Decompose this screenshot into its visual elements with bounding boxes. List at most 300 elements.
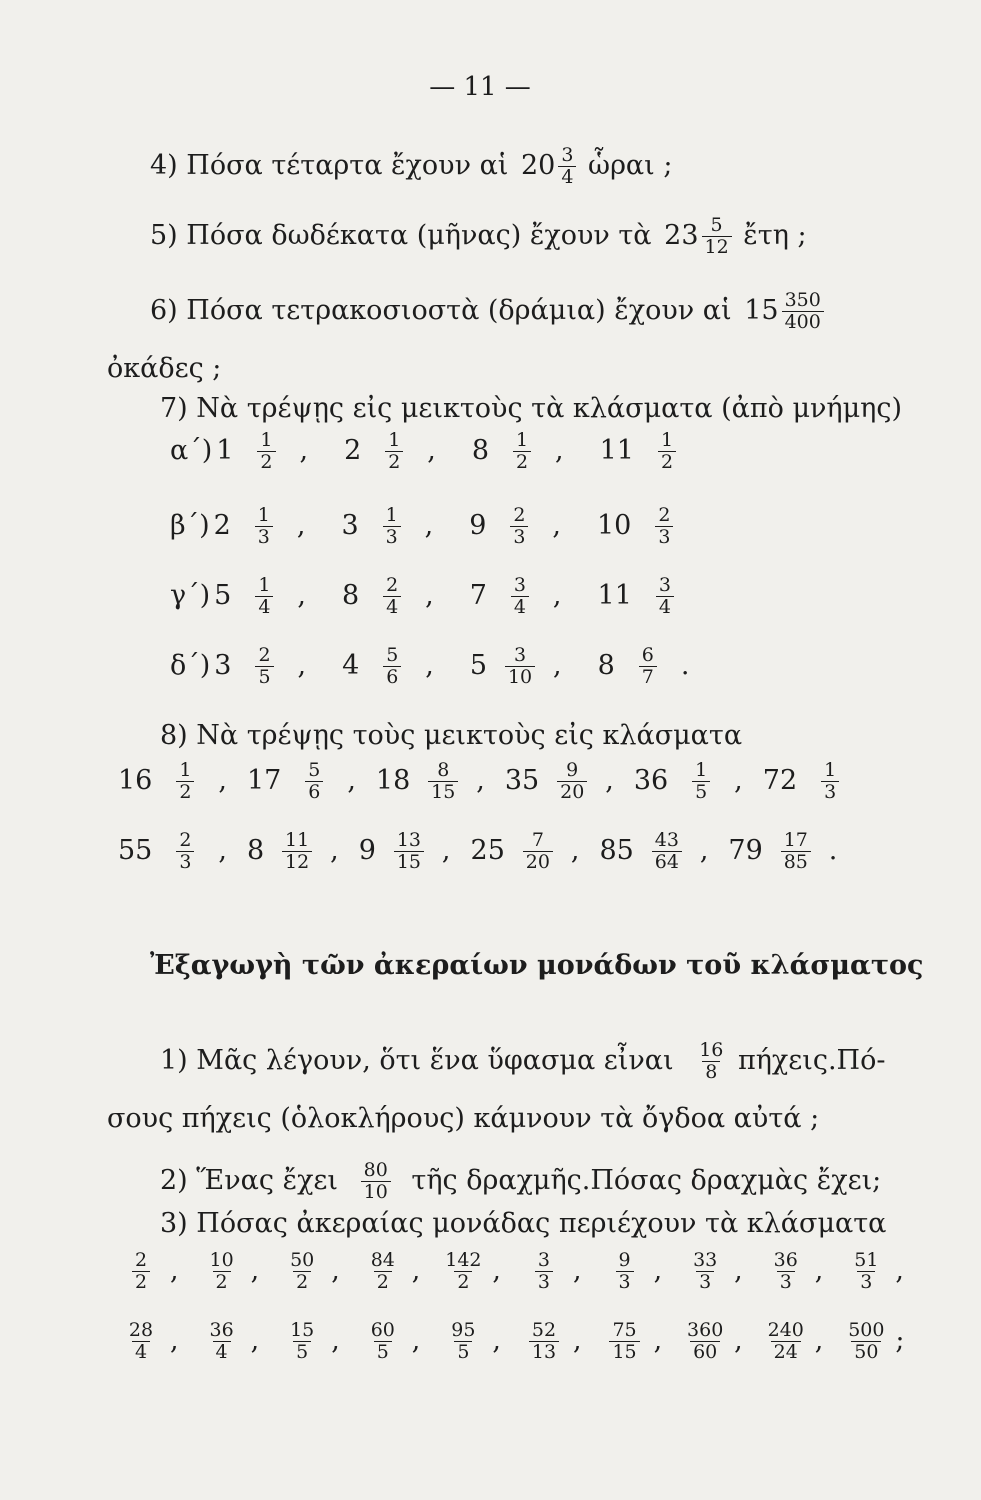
- section-question-1-label: 1) Μᾶς λέγουν, ὅτι ἕνα ὕφασμα εἶναι: [160, 1044, 674, 1076]
- section-question-2-tail: τῆς δραχμῆς.Πόσας δραχμὰς ἔχει;: [411, 1164, 882, 1196]
- numerator: 2: [179, 829, 192, 851]
- fraction-item: [354, 1320, 433, 1363]
- fraction: [518, 1320, 570, 1363]
- whole-part: 16: [118, 764, 153, 796]
- fraction: [492, 430, 552, 473]
- separator: ,: [572, 1254, 582, 1286]
- numerator: 350: [784, 289, 821, 311]
- fraction: [276, 1250, 328, 1293]
- separator: ,: [250, 1324, 260, 1356]
- denominator: 8: [702, 1061, 720, 1083]
- denominator: 4: [255, 596, 273, 618]
- separator: ,: [814, 1254, 824, 1286]
- denominator: 2: [513, 451, 531, 473]
- fraction: [634, 505, 694, 548]
- numerator: 43: [654, 829, 679, 851]
- section-question-1-continuation: σους πήχεις (ὁλοκλήρους) κάμνουν τὰ ὄγδοα αὐτά ;: [107, 1103, 820, 1134]
- question-7-title: 7) Νὰ τρέψῃς εἰς μεικτοὺς τὰ κλάσματα (ἀπὸ μνήμης): [160, 393, 902, 424]
- mixed-number: [247, 760, 374, 803]
- mixed-number: [359, 830, 469, 873]
- numerator: 1: [258, 574, 271, 596]
- mixed-number: [118, 830, 245, 873]
- numerator: 1: [385, 504, 398, 526]
- fraction: [800, 760, 860, 803]
- section-question-2-fraction: [361, 1160, 391, 1203]
- mixed-number: [466, 645, 592, 688]
- fraction: [637, 430, 697, 473]
- denominator: 85: [781, 851, 811, 873]
- section-question-3-row: [112, 1320, 918, 1363]
- numerator: 1: [515, 429, 529, 451]
- denominator: 3: [510, 526, 528, 548]
- fraction: [234, 505, 294, 548]
- numerator: 51: [854, 1249, 879, 1271]
- question-7-row: [170, 505, 699, 548]
- denominator: 3: [535, 1271, 553, 1293]
- numerator: 17: [783, 829, 808, 851]
- numerator: 10: [209, 1249, 234, 1271]
- separator: ,: [605, 764, 614, 796]
- question-6-label: 6) Πόσα τετρακοσιοστὰ (δράμια) ἔχουν αἱ: [150, 294, 732, 326]
- fraction: [679, 1250, 731, 1293]
- question-5-fraction: [702, 215, 732, 258]
- denominator: 2: [213, 1271, 231, 1293]
- numerator: 5: [386, 644, 399, 666]
- numerator: 15: [290, 1319, 315, 1341]
- whole-part: 8: [246, 834, 265, 866]
- question-4-label: 4) Πόσα τέταρτα ἔχουν αἱ: [150, 149, 509, 181]
- fraction-item: [837, 1320, 916, 1363]
- numerator: 500: [848, 1319, 885, 1341]
- page-number: — 11 —: [429, 72, 531, 102]
- whole-part: 79: [728, 834, 763, 866]
- denominator: 4: [511, 596, 529, 618]
- whole-part: 72: [762, 764, 798, 796]
- mixed-number: [210, 645, 336, 688]
- numerator: 1: [257, 504, 270, 526]
- denominator: 4: [132, 1341, 150, 1363]
- fraction: [115, 1250, 167, 1293]
- whole-part: 17: [246, 764, 282, 796]
- question-8-title: 8) Νὰ τρέψῃς τοὺς μεικτοὺς εἰς κλάσματα: [160, 720, 743, 751]
- question-5-tail: ἔτη ;: [743, 219, 807, 251]
- fraction: [196, 1320, 248, 1363]
- numerator: 2: [658, 504, 671, 526]
- mixed-number: [728, 830, 855, 873]
- fraction: [155, 760, 215, 803]
- fraction-item: [515, 1250, 594, 1293]
- numerator: 1: [179, 759, 192, 781]
- fraction-item: [434, 1320, 513, 1363]
- mixed-number: [337, 505, 463, 548]
- separator: ,: [492, 1254, 501, 1286]
- fraction: [357, 1320, 409, 1363]
- denominator: 2: [385, 451, 403, 473]
- fraction-item: [515, 1320, 594, 1363]
- mixed-number: [338, 575, 464, 618]
- numerator: 5: [710, 214, 723, 236]
- fraction: [115, 1320, 167, 1363]
- denominator: 4: [656, 596, 674, 618]
- separator: ,: [218, 764, 227, 796]
- whole-part: 8: [341, 579, 360, 611]
- separator: ,: [699, 834, 709, 866]
- fraction: [284, 760, 344, 803]
- mixed-number: [596, 430, 700, 473]
- whole-part: 2: [344, 434, 362, 466]
- whole-part: 5: [214, 579, 232, 611]
- numerator: 3: [658, 574, 671, 596]
- fraction: [413, 760, 473, 803]
- denominator: 20: [557, 781, 587, 803]
- denominator: 10: [361, 1181, 391, 1203]
- numerator: 240: [767, 1319, 804, 1341]
- fraction: [489, 505, 549, 548]
- fraction-item: [354, 1250, 433, 1293]
- denominator: 3: [255, 526, 273, 548]
- denominator: 24: [771, 1341, 801, 1363]
- whole-part: 2: [213, 509, 231, 541]
- whole-part: 8: [471, 434, 490, 466]
- separator: ,: [299, 434, 309, 466]
- fraction-item: [273, 1320, 352, 1363]
- section-question-3-title: 3) Πόσας ἀκεραίας μονάδας περιέχουν τὰ κλάσματα: [160, 1208, 887, 1239]
- mixed-number: [210, 575, 336, 618]
- question-6-continuation: ὀκάδες ;: [107, 353, 222, 384]
- whole-part: 11: [597, 579, 632, 611]
- mixed-number: [505, 760, 632, 803]
- mixed-number: [338, 645, 464, 688]
- denominator: 2: [176, 781, 194, 803]
- fraction: [635, 575, 695, 618]
- fraction: [437, 1250, 489, 1293]
- mixed-number: [593, 505, 697, 548]
- mixed-number: [599, 830, 726, 873]
- fraction: [679, 1320, 731, 1363]
- numerator: 7: [531, 829, 544, 851]
- fraction: [490, 575, 550, 618]
- fraction-item: [757, 1250, 836, 1293]
- fraction: [236, 430, 296, 473]
- fraction: [760, 1320, 812, 1363]
- separator: ,: [170, 1254, 179, 1286]
- separator: ,: [553, 649, 562, 681]
- separator: ,: [347, 764, 356, 796]
- numerator: 1: [260, 429, 273, 451]
- section-heading: Ἐξαγωγὴ τῶν ἀκεραίων μονάδων τοῦ κλάσματος: [150, 950, 924, 981]
- fraction-item: [112, 1250, 191, 1293]
- separator: ,: [330, 834, 339, 866]
- separator: ,: [218, 834, 227, 866]
- numerator: 8: [437, 759, 450, 781]
- mixed-number: [471, 830, 598, 873]
- section-question-2: [160, 1160, 881, 1203]
- denominator: 3: [821, 781, 839, 803]
- separator: ,: [492, 1324, 501, 1356]
- separator: ,: [653, 1324, 663, 1356]
- numerator: 142: [445, 1249, 482, 1271]
- whole-part: 8: [597, 649, 615, 681]
- whole-part: 11: [599, 434, 634, 466]
- separator: ,: [441, 834, 451, 866]
- separator: .: [828, 834, 838, 866]
- numerator: 11: [285, 829, 310, 851]
- numerator: 60: [370, 1319, 395, 1341]
- mixed-number: [210, 505, 336, 548]
- numerator: 2: [513, 504, 526, 526]
- section-question-2-label: 2) Ἕνας ἔχει: [160, 1164, 339, 1196]
- denominator: 15: [609, 1341, 639, 1363]
- denominator: 5: [454, 1341, 472, 1363]
- whole-part: 36: [633, 764, 669, 796]
- fraction-item: [193, 1250, 272, 1293]
- mixed-number: [594, 645, 690, 688]
- denominator: 60: [690, 1341, 720, 1363]
- whole-part: 9: [358, 834, 376, 866]
- numerator: 33: [693, 1249, 718, 1271]
- fraction: [618, 645, 678, 688]
- numerator: 6: [641, 644, 654, 666]
- separator: ,: [170, 1324, 179, 1356]
- numerator: 1: [824, 759, 837, 781]
- separator: ,: [296, 509, 306, 541]
- fraction: [437, 1320, 489, 1363]
- separator: ,: [424, 509, 434, 541]
- question-4-tail: ὧραι ;: [588, 149, 673, 181]
- mixed-number: [118, 760, 245, 803]
- separator: ,: [297, 579, 306, 611]
- denominator: 3: [777, 1271, 795, 1293]
- denominator: 5: [692, 781, 710, 803]
- separator: ,: [653, 1254, 663, 1286]
- denominator: 4: [558, 166, 576, 188]
- question-6: [150, 290, 827, 333]
- fraction: [234, 575, 294, 618]
- denominator: 20: [523, 851, 553, 873]
- whole-part: 18: [375, 764, 411, 796]
- question-4: [150, 145, 672, 188]
- numerator: 360: [687, 1319, 724, 1341]
- fraction: [490, 645, 550, 688]
- question-8-row: [118, 760, 883, 803]
- row-label: β΄): [170, 509, 210, 541]
- denominator: 3: [655, 526, 673, 548]
- mixed-number: [465, 505, 591, 548]
- fraction-item: [837, 1250, 916, 1293]
- numerator: 9: [618, 1249, 631, 1271]
- fraction: [840, 1320, 892, 1363]
- mixed-number: [247, 830, 357, 873]
- whole-part: 7: [469, 579, 487, 611]
- mixed-number: [340, 430, 466, 473]
- fraction: [364, 430, 424, 473]
- numerator: 3: [561, 144, 574, 166]
- fraction: [518, 1250, 570, 1293]
- separator: ,: [411, 1324, 421, 1356]
- denominator: 12: [282, 851, 312, 873]
- denominator: 2: [257, 451, 275, 473]
- question-7-row: [170, 430, 702, 473]
- numerator: 1: [660, 429, 674, 451]
- numerator: 13: [396, 829, 422, 851]
- denominator: 5: [255, 666, 273, 688]
- denominator: 7: [639, 666, 657, 688]
- denominator: 2: [658, 451, 676, 473]
- denominator: 3: [383, 526, 401, 548]
- question-5-label: 5) Πόσα δωδέκατα (μῆνας) ἔχουν τὰ: [150, 219, 652, 251]
- fraction-item: [596, 1320, 675, 1363]
- question-7-row: [170, 645, 691, 688]
- question-6-whole: 15: [744, 294, 779, 326]
- numerator: 2: [134, 1249, 148, 1271]
- section-question-3-row: [112, 1250, 918, 1293]
- numerator: 16: [699, 1039, 724, 1061]
- separator: ,: [570, 834, 580, 866]
- separator: ,: [476, 764, 485, 796]
- question-4-fraction: [558, 145, 576, 188]
- denominator: 12: [702, 236, 732, 258]
- numerator: 36: [773, 1249, 798, 1271]
- numerator: 1: [695, 759, 708, 781]
- fraction: [599, 1250, 651, 1293]
- question-4-whole: 20: [521, 149, 556, 181]
- fraction: [760, 1250, 812, 1293]
- numerator: 84: [370, 1249, 395, 1271]
- numerator: 28: [128, 1319, 154, 1341]
- numerator: 3: [537, 1249, 551, 1271]
- denominator: 50: [851, 1341, 881, 1363]
- whole-part: 85: [599, 834, 634, 866]
- fraction: [362, 505, 422, 548]
- whole-part: 9: [469, 509, 487, 541]
- fraction-item: [676, 1320, 755, 1363]
- fraction: [267, 830, 327, 873]
- denominator: 6: [305, 781, 323, 803]
- separator: ,: [331, 1254, 340, 1286]
- separator: ,: [734, 764, 743, 796]
- separator: ,: [572, 1324, 582, 1356]
- denominator: 2: [374, 1271, 392, 1293]
- row-label: α΄): [170, 434, 213, 466]
- mixed-number: [212, 430, 338, 473]
- denominator: 10: [505, 666, 535, 688]
- denominator: 2: [293, 1271, 311, 1293]
- mixed-number: [594, 575, 698, 618]
- section-question-1: [160, 1040, 885, 1083]
- row-label: δ΄): [170, 649, 211, 681]
- row-label: γ΄): [170, 579, 211, 611]
- numerator: 3: [514, 644, 527, 666]
- separator: ,: [552, 579, 562, 611]
- separator: .: [680, 649, 690, 681]
- fraction: [840, 1250, 892, 1293]
- denominator: 6: [383, 666, 401, 688]
- numerator: 3: [513, 574, 526, 596]
- separator: ,: [425, 579, 434, 611]
- separator: ,: [734, 1254, 743, 1286]
- mixed-number: [376, 760, 503, 803]
- numerator: 2: [258, 644, 271, 666]
- separator: ,: [250, 1254, 260, 1286]
- fraction: [671, 760, 731, 803]
- denominator: 3: [616, 1271, 634, 1293]
- separator: ,: [552, 509, 561, 541]
- denominator: 2: [454, 1271, 472, 1293]
- fraction-item: [273, 1250, 352, 1293]
- fraction-item: [434, 1250, 513, 1293]
- question-5-whole: 23: [664, 219, 699, 251]
- denominator: 3: [696, 1271, 714, 1293]
- separator: ,: [331, 1324, 340, 1356]
- whole-part: 10: [597, 509, 632, 541]
- fraction-item: [757, 1320, 836, 1363]
- question-5: [150, 215, 807, 258]
- denominator: 4: [213, 1341, 231, 1363]
- numerator: 36: [209, 1319, 234, 1341]
- numerator: 95: [451, 1319, 476, 1341]
- whole-part: 25: [470, 834, 505, 866]
- whole-part: 3: [214, 649, 232, 681]
- fraction-item: [193, 1320, 272, 1363]
- denominator: 13: [529, 1341, 559, 1363]
- fraction: [379, 830, 439, 873]
- fraction: [362, 575, 422, 618]
- numerator: 9: [566, 759, 579, 781]
- section-question-1-tail: πήχεις.Πό-: [737, 1044, 886, 1076]
- question-8-row: [118, 830, 857, 873]
- fraction: [234, 645, 294, 688]
- whole-part: 55: [118, 834, 153, 866]
- denominator: 64: [652, 851, 682, 873]
- separator: ,: [814, 1324, 824, 1356]
- numerator: 1: [388, 429, 401, 451]
- separator: ,: [734, 1324, 743, 1356]
- denominator: 3: [857, 1271, 875, 1293]
- fraction: [276, 1320, 328, 1363]
- fraction-item: [596, 1250, 675, 1293]
- denominator: 2: [132, 1271, 150, 1293]
- fraction: [362, 645, 422, 688]
- whole-part: 1: [216, 434, 234, 466]
- denominator: 400: [782, 311, 824, 333]
- denominator: 5: [293, 1341, 311, 1363]
- mixed-number: [468, 430, 594, 473]
- denominator: 15: [428, 781, 458, 803]
- denominator: 5: [374, 1341, 392, 1363]
- fraction-item: [676, 1250, 755, 1293]
- numerator: 52: [531, 1319, 557, 1341]
- denominator: 15: [394, 851, 424, 873]
- numerator: 80: [363, 1159, 388, 1181]
- numerator: 5: [308, 759, 321, 781]
- fraction: [766, 830, 826, 873]
- question-7-row: [170, 575, 700, 618]
- numerator: 2: [386, 574, 399, 596]
- whole-part: 3: [341, 509, 359, 541]
- separator: ,: [411, 1254, 421, 1286]
- separator: ,: [555, 434, 564, 466]
- separator: ,: [425, 649, 434, 681]
- separator: ,: [427, 434, 436, 466]
- mixed-number: [763, 760, 881, 803]
- denominator: 3: [176, 851, 194, 873]
- mixed-number: [466, 575, 592, 618]
- numerator: 50: [290, 1249, 315, 1271]
- numerator: 75: [612, 1319, 637, 1341]
- whole-part: 35: [504, 764, 540, 796]
- fraction: [508, 830, 568, 873]
- fraction: [542, 760, 602, 803]
